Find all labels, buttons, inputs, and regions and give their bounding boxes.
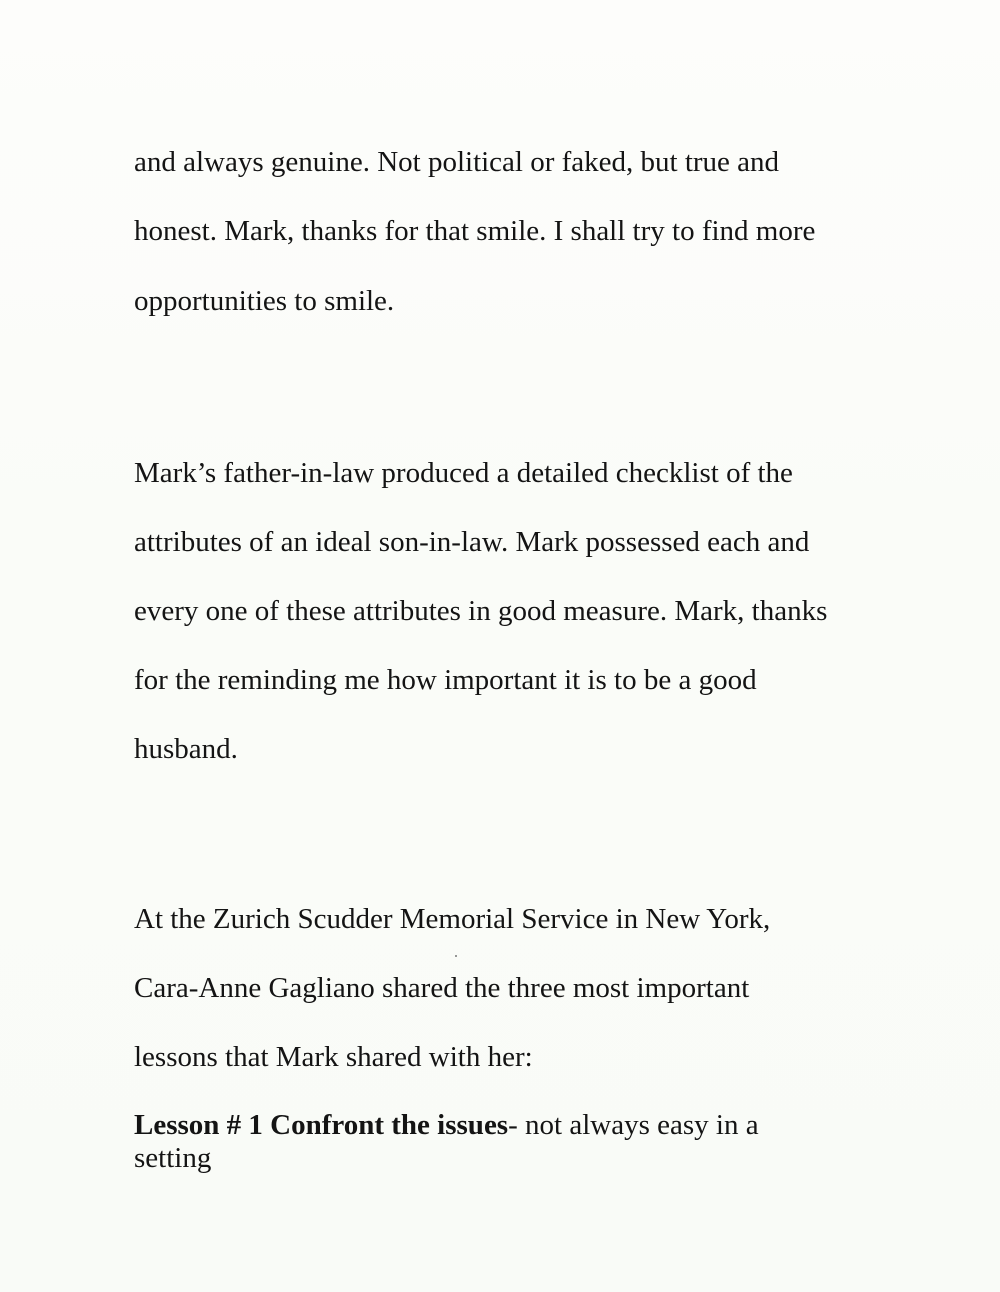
scan-speck: [455, 955, 457, 957]
paragraph-2-line-5: husband.: [134, 733, 238, 765]
paragraph-3-line-1: At the Zurich Scudder Memorial Service in New York,: [134, 903, 771, 935]
paragraph-2-line-4: for the reminding me how important it is to be a good: [134, 664, 757, 696]
lesson-1-line: [134, 1107, 759, 1143]
paragraph-1-line-1: and always genuine. Not political or faked, but true and: [134, 146, 780, 178]
paragraph-2-line-1: Mark’s father-in-law produced a detailed checklist of the: [134, 457, 793, 489]
paragraph-2-line-2: attributes of an ideal son-in-law. Mark possessed each and: [134, 526, 810, 558]
lesson-1-continuation: setting: [134, 1142, 212, 1174]
paragraph-2-line-3: every one of these attributes in good measure. Mark, thanks: [134, 595, 828, 627]
paragraph-3-line-3: lessons that Mark shared with her:: [134, 1041, 533, 1073]
paragraph-1-line-3: opportunities to smile.: [134, 285, 395, 317]
paragraph-1-line-2: honest. Mark, thanks for that smile. I shall try to find more: [134, 215, 816, 247]
paragraph-3-line-2: Cara-Anne Gagliano shared the three most important: [134, 972, 750, 1004]
lesson-1-text: - not always easy in a: [508, 1109, 759, 1141]
lesson-1-heading: Lesson # 1 Confront the issues: [134, 1109, 509, 1141]
